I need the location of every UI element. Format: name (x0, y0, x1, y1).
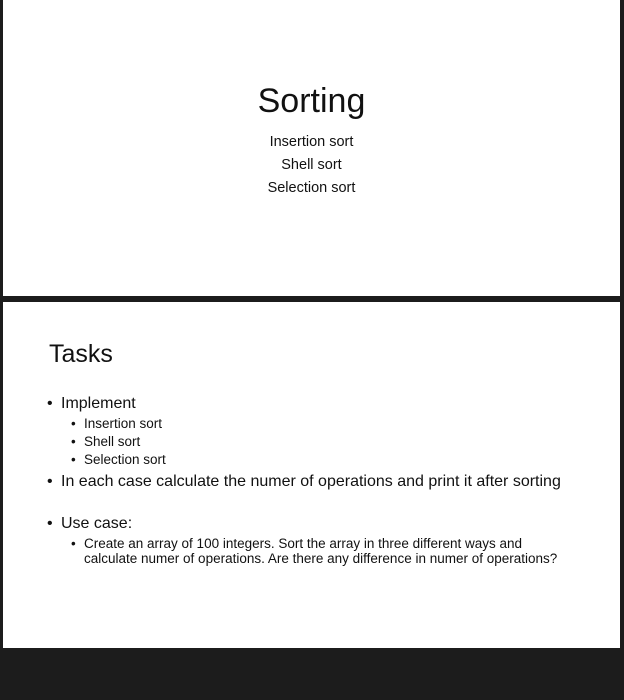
subtitle-item: Selection sort (267, 180, 356, 196)
slide-title: Tasks (49, 340, 113, 368)
slide-title: Sorting (257, 82, 366, 120)
sub-bullet: • Selection sort (71, 452, 567, 467)
bullet-implement: • Implement (47, 395, 567, 413)
sub-bullet-use-case-detail: • Create an array of 100 integers. Sort the array in three different ways and calculate numer of operations. Are there any difference in numer of operations? (71, 536, 567, 566)
sub-bullet: • Shell sort (71, 434, 567, 449)
bullet-operations: • In each case calculate the numer of operations and print it after sorting (47, 473, 567, 491)
slide-sorting[interactable] (3, 0, 620, 296)
slide-tasks[interactable] (3, 302, 620, 648)
subtitle-item: Insertion sort (269, 134, 354, 150)
bullet-list (47, 395, 567, 566)
bullet-use-case: • Use case: (47, 515, 567, 533)
subtitle-item: Shell sort (281, 157, 342, 173)
subtitle-list (3, 131, 620, 200)
sub-bullet: • Insertion sort (71, 416, 567, 431)
